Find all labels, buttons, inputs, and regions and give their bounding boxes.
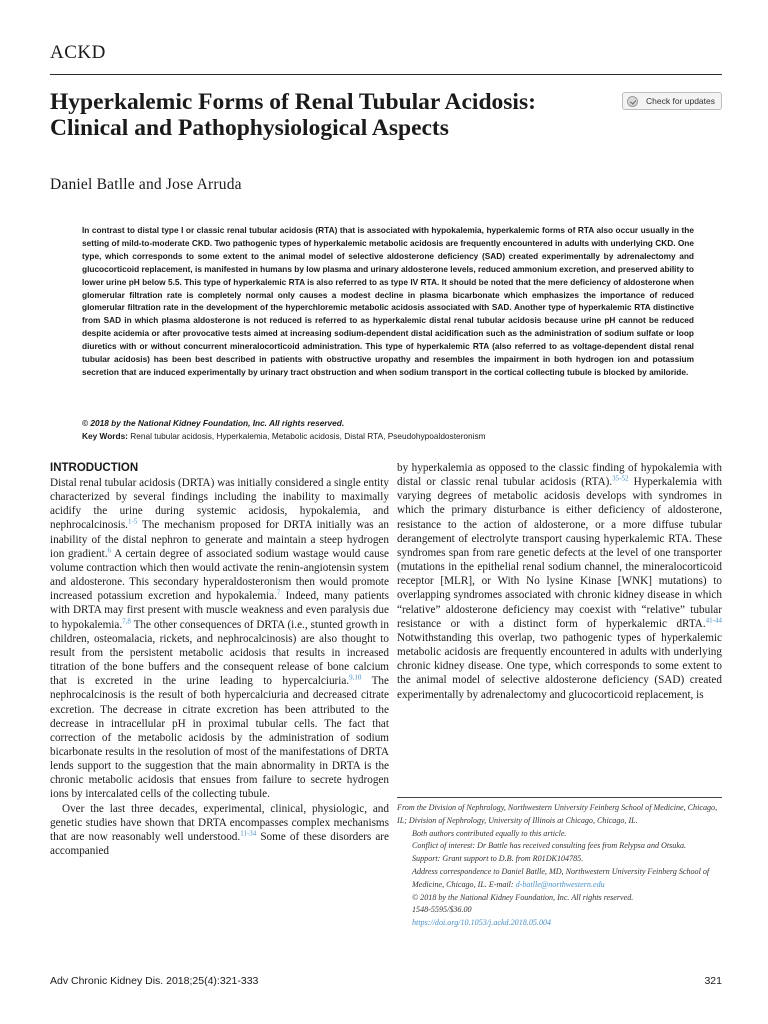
left-column [50, 461, 389, 858]
citation-link[interactable]: 7,8 [122, 616, 131, 625]
keywords-label: Key Words: [82, 431, 128, 441]
check-updates-label: Check for updates [646, 96, 715, 106]
header-rule [50, 74, 722, 75]
authors: Daniel Batlle and Jose Arruda [50, 176, 242, 193]
page-number: 321 [704, 975, 722, 987]
citation-link[interactable]: 1-5 [127, 517, 138, 526]
footnote-address: Address correspondence to Daniel Batlle, MD, Northwestern University Feinberg School of Medicine, Chicago, IL. E-mail: d-batlle@northwestern.edu [412, 866, 710, 889]
footnote-copyright: © 2018 by the National Kidney Foundation, Inc. All rights reserved. [412, 892, 634, 902]
intro-paragraph-continued: by hyperkalemia as opposed to the classic finding of hypokalemia with distal or classic renal tubular acidosis (RTA).$^{35-52}$ Hyperkalemia with varying degrees of metabolic acidosis develops with syndromes in which the primary disturbance is either deficiency of aldosterone, resistance to the action of aldosterone, or a more diffuse tubular derangement of electrolyte transport causing hyperkalemic RTA. These syndromes span from rare genetic defects at the level of one transporter (mutations in the epithelial renal sodium channel, the mineralocorticoid receptor [MLR], or With No lysine Kinase [WNK] mutations) to overlapping syndromes associated with chronic kidney disease in which “relative” aldosterone deficiency may coexist with “relative” tubular resistance or with a distinct form of hyperkalemic dRTA.$^{41-44}$ Notwithstanding this overlap, two pathogenic types of hyperkalemic metabolic acidosis are frequently encountered in adults with underlying chronic kidney disease. One type, which corresponds to some extent to the animal model of selective aldosterone deficiency (SAD) created experimentally by adrenalectomy and glucocorticoid replacement, is [397, 462, 722, 701]
intro-paragraph-1: Distal renal tubular acidosis (DRTA) was initially considered a single entity characterized by several findings including the inability to maximally acidify the urine during systemic acidosis, hypokalemia, and nephrocalcinosis.$^{1-5}$ The mechanism proposed for DRTA initially was an inability of the distal nephron to generate and maintain a steep hydrogen ion gradient.$^6$ A certain degree of associated sodium wastage would cause volume contraction which then would activate the renin-angiotensin system and aldosterone. This secondary hyperaldosteronism then would promote increased potassium excretion and hypokalemia.$^7$ Indeed, many patients with DRTA may first present with muscle weakness and even paralysis due to hypokalemia.$^{7,8}$ The other consequences of DRTA (i.e., stunted growth in children, osteomalacia, rickets, and nephrocalcinosis) are also thought to result from the persistent metabolic acidosis that results in increased titration of the bone buffers and the consequent release of bone calcium that is excreted in the urine leading to hypercalciuria.$^{9,10}$ The nephrocalcinosis is the result of both hypercalciuria and decreased citrate excretion. The decrease in citrate excretion has been attributed to the decrease in intracellular pH in proximal tubular cells. The fact that correction of the metabolic acidosis by the administration of sodium bicarbonate results in the resolution of most of the manifestations of DRTA lends support to the suggestion that the main abnormality in DRTA is the chronic metabolic acidosis that ensues from failure to secrete hydrogen ions by intercalated cells of the collecting tubule. [50, 477, 390, 801]
keywords-list: Renal tubular acidosis, Hyperkalemia, Metabolic acidosis, Distal RTA, Pseudohypoaldosteronism [130, 431, 486, 441]
citation-link[interactable]: 41-44 [705, 615, 722, 624]
intro-paragraph-2: Over the last three decades, experimental, clinical, physiologic, and genetic studies have shown that DRTA encompasses complex mechanisms that are now reasonably well understood.$^{11-34}$ Some of these disorders are accompanied [50, 802, 389, 858]
abstract: In contrast to distal type I or classic renal tubular acidosis (RTA) that is associated with hypokalemia, hyperkalemic forms of RTA also occur usually in the setting of mild-to-moderate CKD. Two pathogenic types of hyperkalemic metabolic acidosis are frequently encountered in adults with underlying CKD. One type, which corresponds to some extent to the animal model of selective aldosterone deficiency (SAD) created experimentally by adrenalectomy and glucocorticoid replacement, is manifested in humans by low plasma and urinary aldosterone levels, reduced ammonium excretion, and preserved ability to lower urine pH below 5.5. This type of hyperkalemic RTA is also referred to as type IV RTA. It should be noted that the mere deficiency of aldosterone when glomerular filtration rate is completely normal only causes a modest decline in plasma bicarbonate which emphasizes the importance of reduced glomerular filtration rate in the development of the hyperchloremic metabolic acidosis associated with SAD. Another type of hyperkalemic RTA distinctive from SAD in which plasma aldosterone is not reduced is referred to as hyperkalemic distal renal tubular acidosis because urine pH cannot be reduced despite acidemia or after provocative tests aimed at increasing sodium-dependent distal acidification such as the administration of sodium sulfate or loop diuretics with or without concurrent mineralocorticoid administration. This type of hyperkalemic RTA (also referred to as voltage-dependent distal renal tubular acidosis) has been best described in patients with obstructive uropathy and resembles the impairment in both hydrogen ion and potassium secretion that are induced experimentally by urinary tract obstruction and when sodium transport in the cortical collecting tubule is blocked by amiloride. [82, 225, 694, 377]
citation-link[interactable]: 35-52 [612, 474, 629, 483]
journal-name: ACKD [50, 42, 106, 63]
right-column [397, 461, 722, 702]
citation-link[interactable]: 7 [276, 588, 281, 597]
footnote-support: Support: Grant support to D.B. from R01DK104785. [412, 854, 584, 864]
article-title: Hyperkalemic Forms of Renal Tubular Acidosis: Clinical and Pathophysiological Aspects [50, 89, 536, 141]
footnote-issn: 1548-5595/$36.00 [412, 905, 472, 915]
footnotes [397, 802, 722, 930]
footer-citation: Adv Chronic Kidney Dis. 2018;25(4):321-333 [50, 975, 259, 987]
footnote-rule [397, 797, 722, 798]
citation-link[interactable]: 6 [107, 546, 112, 555]
section-heading-introduction: INTRODUCTION [50, 462, 139, 474]
abstract-copyright: © 2018 by the National Kidney Foundation, Inc. All rights reserved. [82, 418, 345, 428]
doi-link[interactable]: https://doi.org/10.1053/j.ackd.2018.05.004 [412, 918, 552, 928]
footnote-conflict: Conflict of interest: Dr Battle has received consulting fees from Relypsa and Otsuka. [412, 841, 687, 851]
keywords [82, 431, 486, 441]
check-updates-button[interactable] [622, 92, 722, 110]
email-link[interactable]: d-batlle@northwestern.edu [515, 879, 605, 889]
footnote-equal-contribution: Both authors contributed equally to this article. [412, 828, 567, 838]
citation-link[interactable]: 11-34 [240, 829, 257, 838]
check-updates-icon [627, 96, 638, 107]
footnote-affiliation: From the Division of Nephrology, Northwestern University Feinberg School of Medicine, Chicago, IL; Division of Nephrology, University of Illinois at Chicago, Chicago, IL. [397, 803, 718, 825]
citation-link[interactable]: 9,10 [349, 673, 362, 682]
